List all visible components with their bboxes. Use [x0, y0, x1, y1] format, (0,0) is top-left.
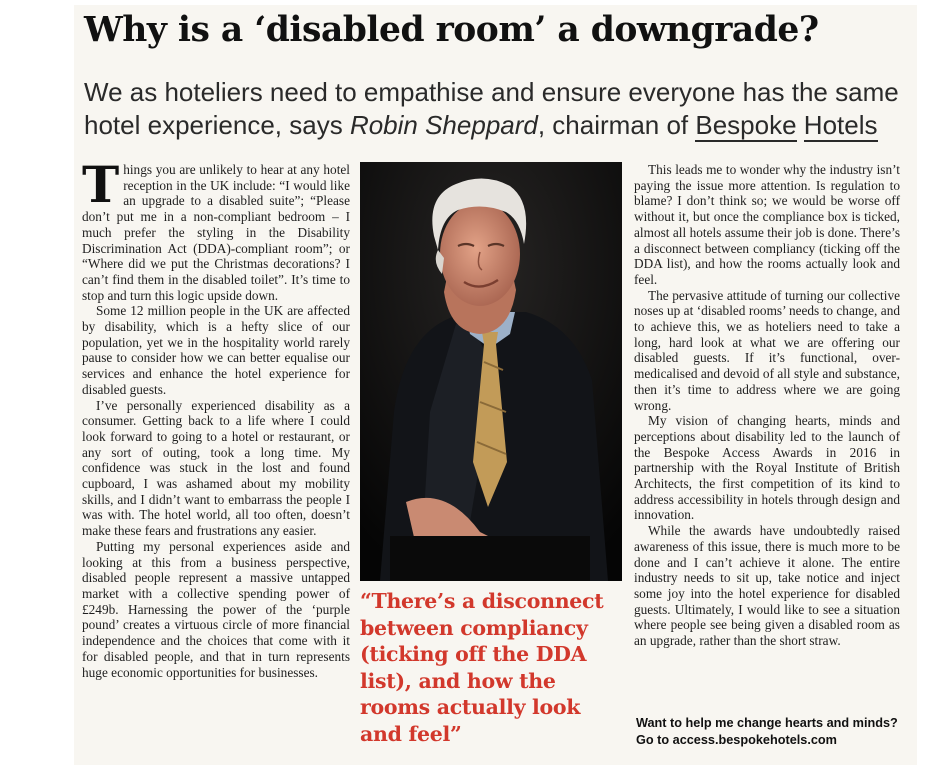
cta-line: Want to help me change hearts and minds? [636, 716, 898, 730]
right-text-column [634, 162, 900, 649]
body-paragraph [82, 155, 350, 303]
body-paragraph: Some 12 million people in the UK are affected by disability, which is a hefty slice of our population, yet we in the hospitality world rarely pause to consider how we can better equalise our services and enhance the hotel experience for disabled guests. [82, 303, 350, 397]
article-standfirst [84, 76, 910, 142]
drop-cap: T [82, 155, 120, 214]
cta-link[interactable]: Go to access.bespokehotels.com [636, 733, 837, 747]
standfirst-text: We as hoteliers need to empathise and ensure everyone has the same hotel experience, says [84, 77, 899, 140]
paragraph-text: hings you are unlikely to hear at any hotel reception in the UK include: “I would like an upgrade to a disabled suite”; “Please don’t put me in a non-compliant bedroom – I much prefer the styling in the Disability Discrimination Act (DDA)-compliant room”; or “Where did we put the Christmas decorations? I can’t find them in the disabled toilet”. It’s time to stop and turn this logic upside down. [82, 162, 350, 303]
body-paragraph: This leads me to wonder why the industry isn’t paying the issue more attention. Is regulation to blame? I don’t think so; we would be worse off without it, but once the compliance box is ticked, almost all hotels assume their job is done. There’s a disconnect between compliancy (ticking off the DDA list), and how the rooms actually look and feel. [634, 162, 900, 287]
portrait-illustration [360, 162, 622, 581]
standfirst-role: , chairman of [537, 110, 696, 140]
body-paragraph: My vision of changing hearts, minds and perceptions about disability led to the launch of the Bespoke Access Awards in 2016 in partnership with the Royal Institute of British Architects, the first competition of its kind to address accessibility in hotels through design and innovation. [634, 413, 900, 523]
call-to-action [636, 715, 906, 749]
left-text-column [82, 155, 350, 680]
pull-quote: “There’s a disconnect between compliancy (ticking off the DDA list), and how the rooms actually look and feel” [360, 589, 604, 746]
article-headline: Why is a ‘disabled room’ a downgrade? [84, 10, 819, 50]
author-photo [360, 162, 622, 581]
company-name-word2: Hotels [803, 110, 878, 140]
body-paragraph: The pervasive attitude of turning our collective noses up at ‘disabled rooms’ needs to change, and to achieve this, we as hoteliers need to take a long, hard look at what we are offering our disabled guests. If it’s functional, over-medicalised and devoid of all style and substance, then it’s time to address where we are going wrong. [634, 287, 900, 413]
body-paragraph: I’ve personally experienced disability as a consumer. Getting back to a life where I could look forward to going to a hotel or restaurant, or any sort of outing, took a long time. My confidence was stuck in the lost and found cupboard, I was ashamed about my mobility skills, and I didn’t want to embarrass the people I was with. The hotel world, all too often, doesn’t make these fears and frustrations any easier. [82, 397, 350, 539]
body-paragraph: While the awards have undoubtedly raised awareness of this issue, there is much more to be done and I can’t achieve it alone. The entire industry needs to sit up, take notice and inject some joy into the hotel experience for disabled guests. Ultimately, I would like to see a situation where people see being given a disabled room as an upgrade, rather than the short straw. [634, 523, 900, 649]
author-name: Robin Sheppard [349, 110, 538, 140]
company-name-word1: Bespoke [695, 110, 797, 140]
body-paragraph: Putting my personal experiences aside and looking at this from a business perspective, disabled people represent a massive untapped market with a collective spending power of £249b. Harnessing the power of the ‘purple pound’ creates a virtuous circle of more financial independence and the choices that come with it for disabled people, and that in turn represents huge economic opportunities for businesses. [82, 538, 350, 680]
